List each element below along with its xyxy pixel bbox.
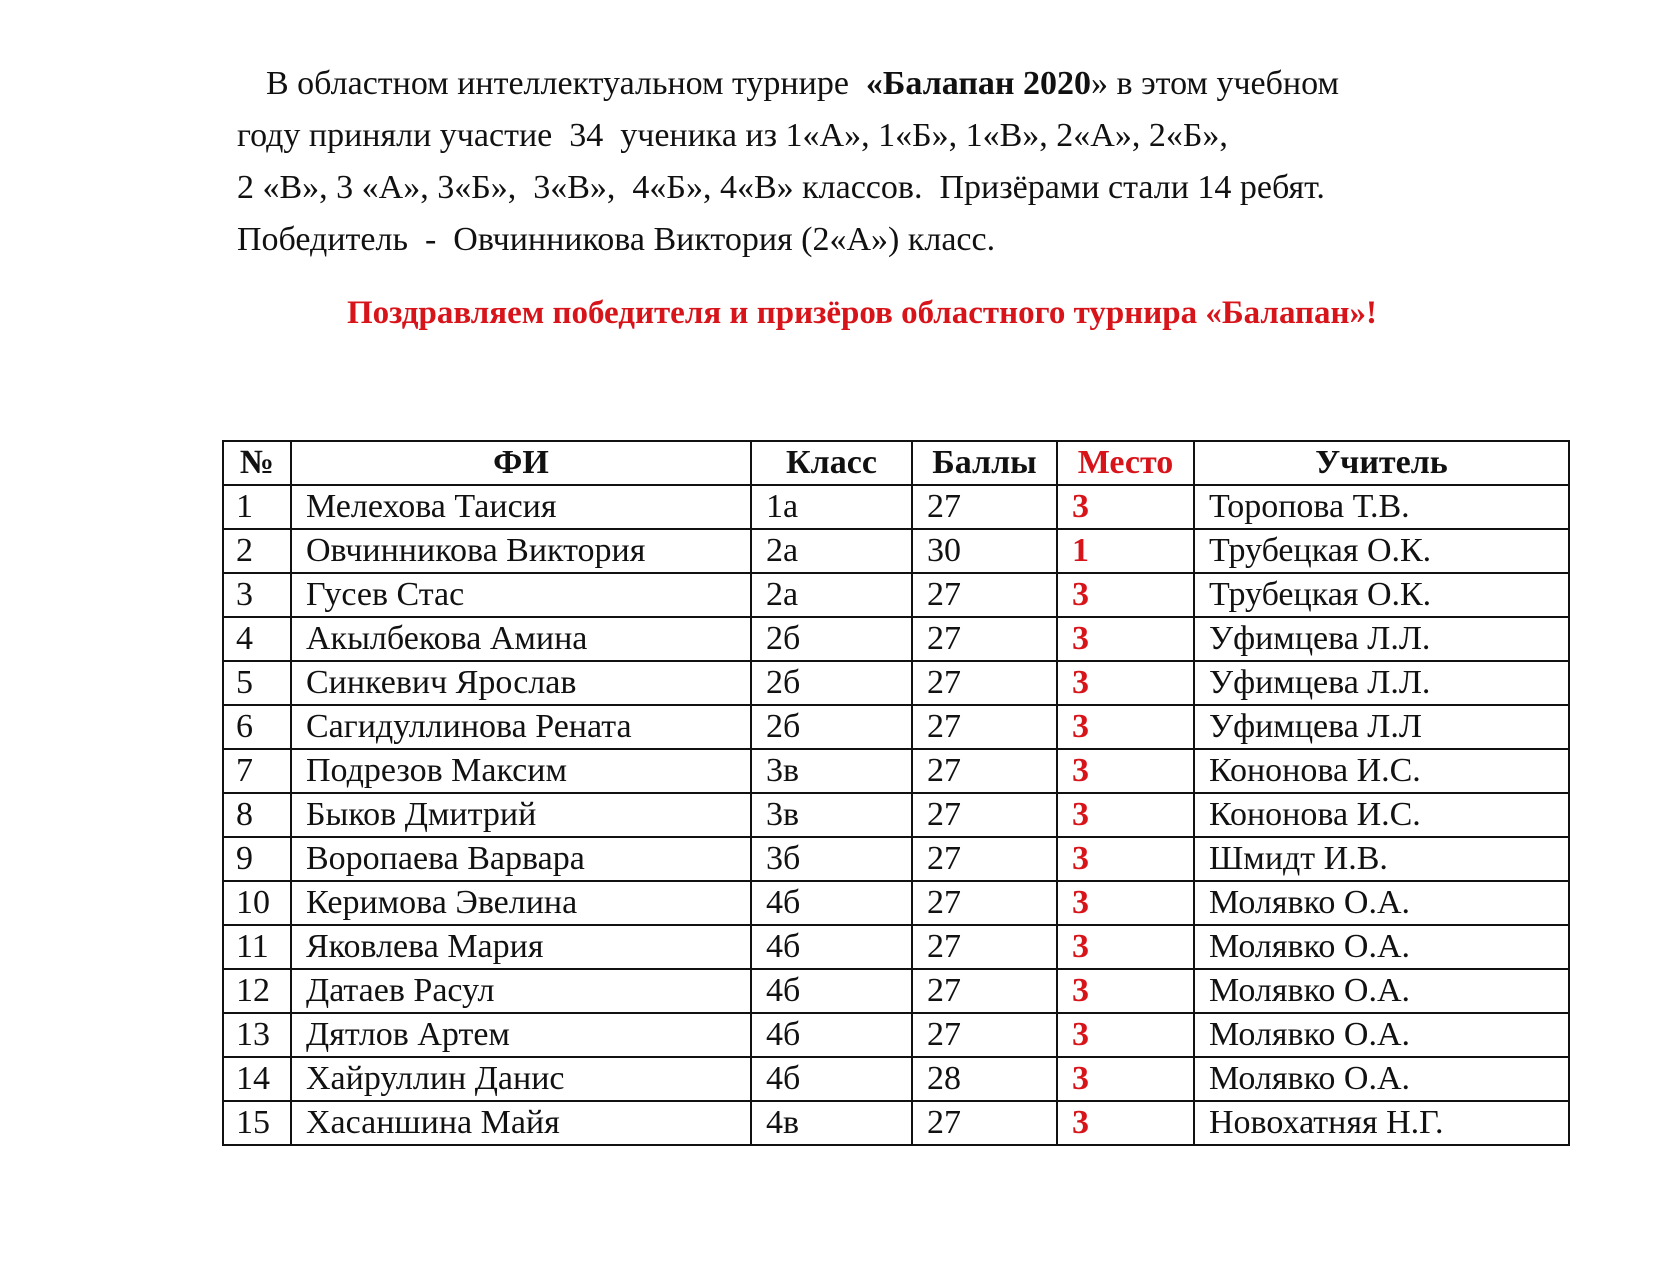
- table-row: [223, 485, 1569, 529]
- header-teacher: Учитель: [1194, 441, 1569, 485]
- table-row: [223, 661, 1569, 705]
- cell-place: 3: [1057, 793, 1194, 837]
- cell-place: 3: [1057, 749, 1194, 793]
- intro-line-2: году приняли участие 34 ученика из 1«А», 1«Б», 1«В», 2«А», 2«Б»,: [237, 117, 1228, 154]
- header-class: Класс: [751, 441, 912, 485]
- intro-line-1: [237, 58, 1557, 110]
- cell-place: 3: [1057, 485, 1194, 529]
- cell-name: Акылбекова Амина: [291, 617, 751, 661]
- cell-class: 2а: [751, 529, 912, 573]
- intro-paragraph: [237, 58, 1557, 266]
- cell-num: 2: [223, 529, 291, 573]
- cell-num: 5: [223, 661, 291, 705]
- cell-num: 15: [223, 1101, 291, 1145]
- cell-num: 14: [223, 1057, 291, 1101]
- intro-line-3: 2 «В», 3 «А», 3«Б», 3«В», 4«Б», 4«В» классов. Призёрами стали 14 ребят.: [237, 169, 1325, 206]
- cell-place: 3: [1057, 705, 1194, 749]
- table-row: [223, 837, 1569, 881]
- cell-score: 27: [912, 925, 1057, 969]
- table-row: [223, 1057, 1569, 1101]
- cell-class: 3б: [751, 837, 912, 881]
- cell-teacher: Кононова И.С.: [1194, 749, 1569, 793]
- cell-teacher: Уфимцева Л.Л.: [1194, 661, 1569, 705]
- cell-class: 4б: [751, 881, 912, 925]
- cell-num: 12: [223, 969, 291, 1013]
- header-name: ФИ: [291, 441, 751, 485]
- cell-num: 3: [223, 573, 291, 617]
- cell-place: 3: [1057, 925, 1194, 969]
- cell-score: 27: [912, 573, 1057, 617]
- cell-score: 27: [912, 881, 1057, 925]
- table-header-row: [223, 441, 1569, 485]
- table-row: [223, 881, 1569, 925]
- cell-teacher: Уфимцева Л.Л: [1194, 705, 1569, 749]
- cell-name: Яковлева Мария: [291, 925, 751, 969]
- tournament-name: «Балапан 2020: [865, 65, 1092, 102]
- cell-class: 2б: [751, 617, 912, 661]
- cell-class: 4б: [751, 969, 912, 1013]
- cell-class: 4в: [751, 1101, 912, 1145]
- cell-class: 1а: [751, 485, 912, 529]
- header-place: Место: [1057, 441, 1194, 485]
- cell-teacher: Торопова Т.В.: [1194, 485, 1569, 529]
- cell-score: 27: [912, 969, 1057, 1013]
- cell-teacher: Трубецкая О.К.: [1194, 573, 1569, 617]
- cell-num: 4: [223, 617, 291, 661]
- cell-teacher: Уфимцева Л.Л.: [1194, 617, 1569, 661]
- table-row: [223, 1013, 1569, 1057]
- cell-class: 4б: [751, 1013, 912, 1057]
- cell-teacher: Молявко О.А.: [1194, 925, 1569, 969]
- table-row: [223, 573, 1569, 617]
- cell-place: 3: [1057, 969, 1194, 1013]
- cell-class: 4б: [751, 925, 912, 969]
- cell-num: 7: [223, 749, 291, 793]
- cell-place: 3: [1057, 573, 1194, 617]
- table-row: [223, 749, 1569, 793]
- cell-name: Хайруллин Данис: [291, 1057, 751, 1101]
- intro-text-before: В областном интеллектуальном турнире: [266, 65, 866, 102]
- cell-num: 8: [223, 793, 291, 837]
- cell-name: Мелехова Таисия: [291, 485, 751, 529]
- cell-name: Подрезов Максим: [291, 749, 751, 793]
- cell-score: 27: [912, 749, 1057, 793]
- cell-score: 27: [912, 793, 1057, 837]
- table-row: [223, 925, 1569, 969]
- intro-text-after: » в этом учебном: [1091, 65, 1339, 102]
- cell-score: 30: [912, 529, 1057, 573]
- cell-name: Синкевич Ярослав: [291, 661, 751, 705]
- cell-score: 27: [912, 837, 1057, 881]
- header-num: №: [223, 441, 291, 485]
- cell-class: 3в: [751, 749, 912, 793]
- cell-place: 3: [1057, 881, 1194, 925]
- cell-teacher: Шмидт И.В.: [1194, 837, 1569, 881]
- cell-score: 27: [912, 661, 1057, 705]
- cell-num: 9: [223, 837, 291, 881]
- cell-num: 1: [223, 485, 291, 529]
- cell-place: 3: [1057, 1101, 1194, 1145]
- cell-class: 4б: [751, 1057, 912, 1101]
- cell-name: Овчинникова Виктория: [291, 529, 751, 573]
- cell-teacher: Молявко О.А.: [1194, 969, 1569, 1013]
- cell-num: 6: [223, 705, 291, 749]
- cell-teacher: Трубецкая О.К.: [1194, 529, 1569, 573]
- table-row: [223, 969, 1569, 1013]
- cell-teacher: Молявко О.А.: [1194, 1013, 1569, 1057]
- table-row: [223, 617, 1569, 661]
- congratulations-heading: Поздравляем победителя и призёров областного турнира «Балапан»!: [346, 295, 1378, 331]
- cell-teacher: Новохатняя Н.Г.: [1194, 1101, 1569, 1145]
- cell-score: 28: [912, 1057, 1057, 1101]
- cell-teacher: Кононова И.С.: [1194, 793, 1569, 837]
- cell-name: Воропаева Варвара: [291, 837, 751, 881]
- cell-name: Керимова Эвелина: [291, 881, 751, 925]
- cell-place: 3: [1057, 661, 1194, 705]
- cell-place: 3: [1057, 1057, 1194, 1101]
- cell-score: 27: [912, 1013, 1057, 1057]
- table-row: [223, 793, 1569, 837]
- intro-line-4: Победитель - Овчинникова Виктория (2«А») класс.: [237, 221, 996, 258]
- cell-name: Сагидуллинова Рената: [291, 705, 751, 749]
- header-score: Баллы: [912, 441, 1057, 485]
- table-row: [223, 529, 1569, 573]
- cell-teacher: Молявко О.А.: [1194, 881, 1569, 925]
- results-table: [222, 440, 1570, 1146]
- cell-num: 11: [223, 925, 291, 969]
- cell-num: 13: [223, 1013, 291, 1057]
- cell-score: 27: [912, 617, 1057, 661]
- cell-place: 3: [1057, 617, 1194, 661]
- cell-name: Хасаншина Майя: [291, 1101, 751, 1145]
- cell-class: 3в: [751, 793, 912, 837]
- cell-score: 27: [912, 1101, 1057, 1145]
- cell-name: Датаев Расул: [291, 969, 751, 1013]
- cell-class: 2б: [751, 661, 912, 705]
- cell-name: Гусев Стас: [291, 573, 751, 617]
- cell-place: 1: [1057, 529, 1194, 573]
- cell-score: 27: [912, 485, 1057, 529]
- cell-place: 3: [1057, 1013, 1194, 1057]
- cell-num: 10: [223, 881, 291, 925]
- cell-class: 2а: [751, 573, 912, 617]
- cell-place: 3: [1057, 837, 1194, 881]
- table-row: [223, 1101, 1569, 1145]
- table-row: [223, 705, 1569, 749]
- cell-name: Дятлов Артем: [291, 1013, 751, 1057]
- cell-teacher: Молявко О.А.: [1194, 1057, 1569, 1101]
- cell-score: 27: [912, 705, 1057, 749]
- cell-name: Быков Дмитрий: [291, 793, 751, 837]
- cell-class: 2б: [751, 705, 912, 749]
